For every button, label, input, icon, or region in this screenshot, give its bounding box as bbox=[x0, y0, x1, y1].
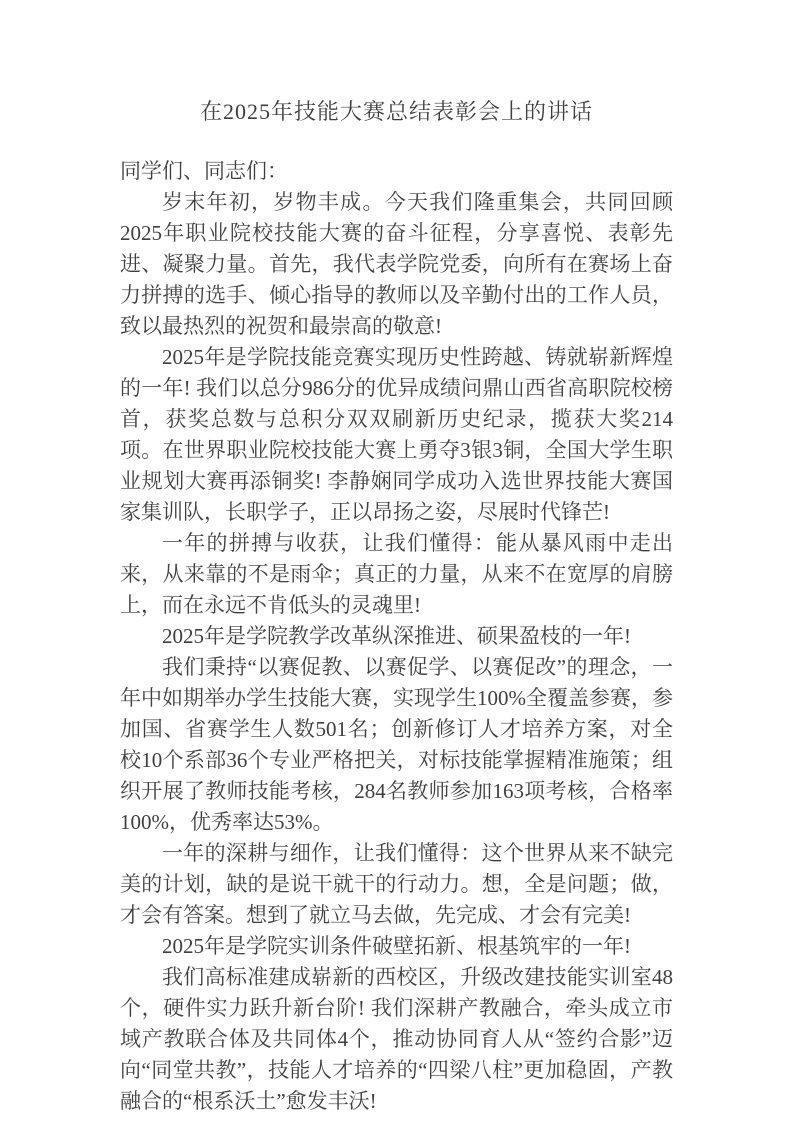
paragraph-reflection-action: 一年的深耕与细作，让我们懂得：这个世界从来不缺完美的计划，缺的是说干就干的行动力。想，全是问题；做，才会有答案。想到了就立马去做，先完成、才会有完美! bbox=[120, 841, 673, 927]
paragraph-training-conditions-heading: 2025年是学院实训条件破壁拓新、根基筑牢的一年! bbox=[162, 934, 631, 958]
paragraph-teaching-reform-heading: 2025年是学院教学改革纵深推进、硕果盈枝的一年! bbox=[162, 624, 631, 648]
paragraph-teaching-reform-detail: 我们秉持“以赛促教、以赛促学、以赛促改”的理念，一年中如期举办学生技能大赛，实现学生100%全覆盖参赛，参加国、省赛学生人数501名；创新修订人才培养方案，对全校10个系部36个专业严格把关，对标技能掌握精准施策；组织开展了教师技能考核，284名教师参加163项考核，合格率100%，优秀率达53%。 bbox=[120, 655, 673, 834]
salutation: 同学们、同志们： bbox=[120, 159, 288, 183]
document-title: 在2025年技能大赛总结表彰会上的讲话 bbox=[199, 99, 593, 124]
paragraph-reflection-struggle: 一年的拼搏与收获，让我们懂得：能从暴风雨中走出来，从来靠的不是雨伞；真正的力量，从来不在宽厚的肩膀上，而在永远不肯低头的灵魂里! bbox=[120, 531, 673, 617]
paragraph-opening: 岁末年初，岁物丰成。今天我们隆重集会，共同回顾2025年职业院校技能大赛的奋斗征程，分享喜悦、表彰先进、凝聚力量。首先，我代表学院党委，向所有在赛场上奋力拼搏的选手、倾心指导的教师以及辛勤付出的工作人员，致以最热烈的祝贺和最崇高的敬意! bbox=[120, 190, 673, 338]
paragraph-competition-achievements: 2025年是学院技能竞赛实现历史性跨越、铸就崭新辉煌的一年! 我们以总分986分的优异成绩问鼎山西省高职院校榜首，获奖总数与总积分双双刷新历史纪录，揽获大奖214项。在世界职业院校技能大赛上勇夺3银3铜，全国大学生职业规划大赛再添铜奖! 李静娴同学成功入选世界技能大赛国家集训队，长职学子，正以昂扬之姿，尽展时代锋芒! bbox=[120, 345, 673, 524]
document-content bbox=[120, 96, 673, 1117]
paragraph-training-conditions-detail: 我们高标准建成崭新的西校区，升级改建技能实训室48个，硬件实力跃升新台阶! 我们深耕产教融合，牵头成立市域产教联合体及共同体4个，推动协同育人从“签约合影”迈向“同堂共教”，技能人才培养的“四梁八柱”更加稳固，产教融合的“根系沃土”愈发丰沃! bbox=[120, 965, 673, 1113]
